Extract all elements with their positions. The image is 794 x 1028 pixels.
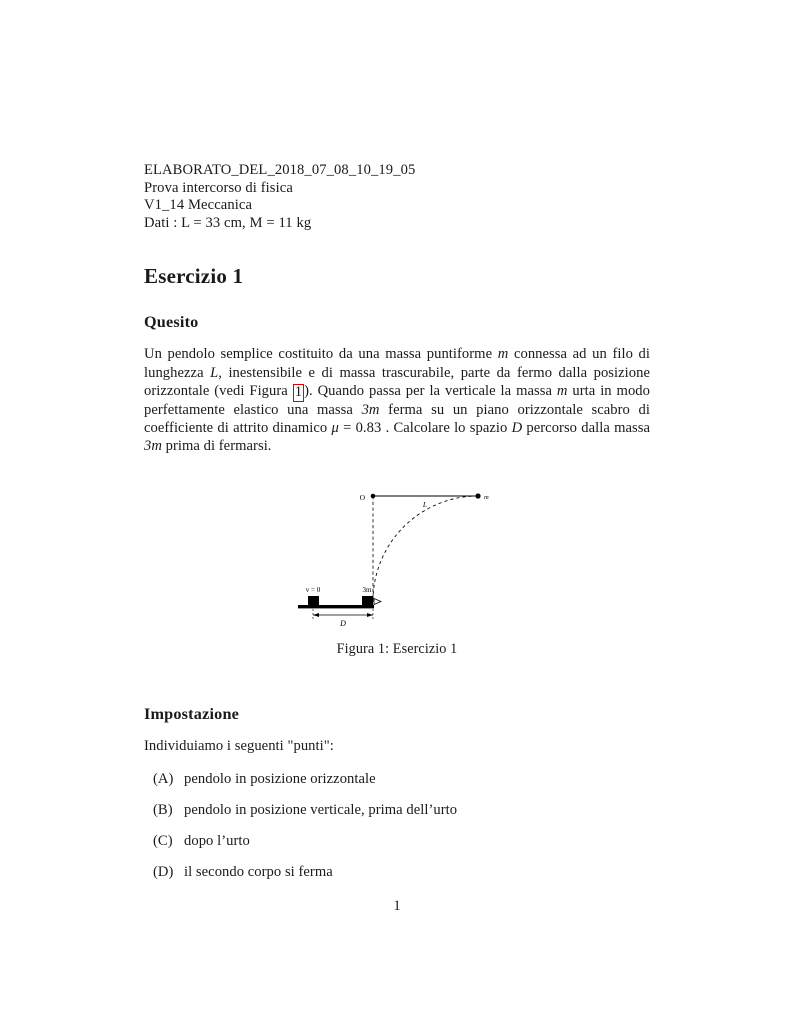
figure-block xyxy=(144,481,650,658)
block-right-mass-3m xyxy=(362,596,373,605)
math-var-3m-1: 3m xyxy=(361,401,380,418)
quesito-text-9: prima di fermarsi. xyxy=(161,438,272,455)
list-item-marker: (C) xyxy=(153,832,173,849)
quesito-paragraph xyxy=(144,345,650,455)
impostazione-intro: Individuiamo i seguenti "punti": xyxy=(144,738,334,755)
block-left-velocity-label: v = 0 xyxy=(305,586,321,595)
list-item-label: pendolo in posizione orizzontale xyxy=(184,770,376,787)
block-right-mass-label: 3m xyxy=(362,586,372,595)
exercise-title-wrap xyxy=(144,264,650,289)
header-line-prova: Prova intercorso di fisica xyxy=(144,179,293,196)
distance-arrow-right-icon xyxy=(367,613,373,617)
math-var-L: L xyxy=(210,364,219,381)
quesito-text-3: , inestensibile e di massa trascurabile, parte da fermo dalla posizione orizzontale (vedi Figura xyxy=(144,364,650,399)
page-number: 1 xyxy=(393,898,401,914)
math-var-mu: μ xyxy=(331,419,339,436)
quesito-text-1: Un pendolo semplice costituito da una massa puntiforme xyxy=(144,346,498,363)
document-content xyxy=(144,162,650,894)
quesito-text-5: urta in modo perfettamente elastico una massa xyxy=(144,382,650,418)
math-var-D: D xyxy=(511,419,523,436)
document-header-block xyxy=(144,162,650,232)
points-list-wrap xyxy=(144,770,650,881)
quesito-text-7: . Calcolare lo spazio xyxy=(385,419,512,436)
list-item-label: pendolo in posizione verticale, prima dell’urto xyxy=(184,801,458,818)
quesito-text-2: connessa ad un filo di lunghezza xyxy=(144,346,651,381)
figure-reference-link[interactable]: 1 xyxy=(294,383,303,400)
impostazione-heading-wrap xyxy=(144,705,650,724)
figure-caption: Figura 1: Esercizio 1 xyxy=(336,641,458,658)
header-line-elaborato: ELABORATO_DEL_2018_07_08_10_19_05 xyxy=(144,162,416,178)
distance-label: D xyxy=(340,619,346,629)
header-line-versione: V1_14 Meccanica xyxy=(144,197,253,214)
quesito-heading-wrap xyxy=(144,313,650,332)
list-item-marker: (A) xyxy=(153,770,174,787)
quesito-text-4: ). Quando passa per la verticale la massa xyxy=(304,382,557,399)
impostazione-intro-wrap xyxy=(144,737,650,755)
quesito-text-8: percorso dalla massa xyxy=(522,419,651,436)
header-line-dati: Dati : L = 33 cm, M = 11 kg xyxy=(144,214,312,231)
list-item xyxy=(144,801,650,819)
ground-surface xyxy=(298,605,374,608)
list-item xyxy=(144,832,650,850)
list-item-label: dopo l’urto xyxy=(184,832,250,849)
rod-length-label: L xyxy=(422,500,428,510)
list-item-label: il secondo corpo si ferma xyxy=(184,863,333,880)
distance-arrow-left-icon xyxy=(313,613,319,617)
list-item xyxy=(144,770,650,788)
list-item-marker: (B) xyxy=(153,801,173,818)
pivot-label: O xyxy=(359,493,365,503)
math-var-3m-2: 3m xyxy=(144,438,162,455)
quesito-paragraph-wrap xyxy=(144,345,650,455)
impact-arrow-icon xyxy=(374,599,381,605)
quesito-heading: Quesito xyxy=(144,313,199,332)
impostazione-heading: Impostazione xyxy=(144,705,240,724)
page-title: Esercizio 1 xyxy=(144,264,244,289)
pendulum-swing-arc xyxy=(373,496,478,601)
pendulum-diagram xyxy=(282,481,512,631)
mass-m-label: m xyxy=(484,494,489,502)
block-left-final-position xyxy=(308,596,319,605)
math-var-m-2: m xyxy=(556,382,568,399)
math-mu-value: = 0.83 xyxy=(338,419,386,436)
quesito-text-6: ferma su un piano orizzontale scabro di coefficiente di attrito dinamico xyxy=(144,401,650,436)
points-list xyxy=(144,770,650,881)
list-item xyxy=(144,863,650,881)
math-var-m-1: m xyxy=(497,346,509,363)
list-item-marker: (D) xyxy=(153,863,174,880)
